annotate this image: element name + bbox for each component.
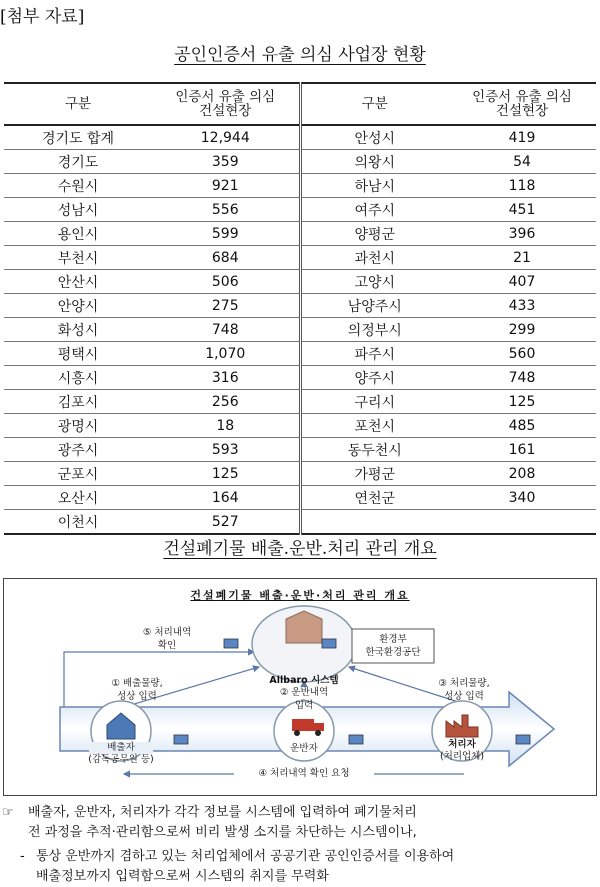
monitor-icon <box>516 735 530 744</box>
table-title: 공인인증서 유출 의심 사업장 현황 <box>174 45 426 65</box>
right-region-cell: 가평군 <box>300 462 448 486</box>
leak-suspect-table <box>4 82 596 535</box>
left-count-cell: 125 <box>152 462 300 486</box>
table-row <box>4 510 596 535</box>
step1-line1: ① 배출물량, <box>111 678 163 689</box>
table-row <box>4 438 596 462</box>
left-count-cell: 684 <box>152 246 300 270</box>
left-count-cell: 12,944 <box>152 125 300 150</box>
right-count-cell: 485 <box>448 414 596 438</box>
right-count-cell: 419 <box>448 125 596 150</box>
left-count-cell: 275 <box>152 294 300 318</box>
step1-line2: 성상 입력 <box>117 691 157 702</box>
left-region-cell: 경기도 합계 <box>4 125 152 150</box>
left-region-cell: 안양시 <box>4 294 152 318</box>
left-region-cell: 안산시 <box>4 270 152 294</box>
table-row <box>4 198 596 222</box>
table-header-row <box>4 83 596 125</box>
left-count-cell: 1,070 <box>152 342 300 366</box>
right-count-cell: 340 <box>448 486 596 510</box>
right-region-cell: 연천군 <box>300 486 448 510</box>
note-line3: 통상 운반까지 겸하고 있는 처리업체에서 공공기관 공인인증서를 이용하여 <box>36 849 455 864</box>
diagram-title: 건설폐기물 배출·운반·처리 관리 개요 <box>190 589 410 602</box>
processor-line2: (처리업체) <box>439 751 485 762</box>
left-region-cell: 김포시 <box>4 390 152 414</box>
right-region-cell: 안성시 <box>300 125 448 150</box>
left-region-cell: 시흥시 <box>4 366 152 390</box>
discharger-line2: (감독공무원 등) <box>88 754 154 765</box>
right-count-cell: 54 <box>448 150 596 174</box>
left-region-cell: 용인시 <box>4 222 152 246</box>
table-row <box>4 366 596 390</box>
monitor-icon <box>224 639 238 648</box>
right-count-cell: 407 <box>448 270 596 294</box>
step5-line2: 확인 <box>157 640 177 651</box>
truck-icon <box>292 719 314 731</box>
right-region-cell: 포천시 <box>300 414 448 438</box>
table-row <box>4 414 596 438</box>
left-count-cell: 506 <box>152 270 300 294</box>
diagram-panel <box>3 578 597 796</box>
right-region-cell: 의왕시 <box>300 150 448 174</box>
left-count-cell: 164 <box>152 486 300 510</box>
left-region-cell: 성남시 <box>4 198 152 222</box>
header-line1: 인증서 유출 의심 <box>175 89 276 105</box>
left-count-cell: 921 <box>152 174 300 198</box>
left-region-cell: 광명시 <box>4 414 152 438</box>
monitor-icon <box>349 735 363 744</box>
left-region-cell: 광주시 <box>4 438 152 462</box>
left-count-cell: 599 <box>152 222 300 246</box>
right-count-cell: 396 <box>448 222 596 246</box>
right-count-cell: 161 <box>448 438 596 462</box>
right-count-cell: 299 <box>448 318 596 342</box>
processor-line1: 처리자 <box>448 739 476 750</box>
right-region-cell: 구리시 <box>300 390 448 414</box>
right-region-cell: 양주시 <box>300 366 448 390</box>
attachment-label: [첨부 자료] <box>0 7 85 27</box>
left-region-cell: 이천시 <box>4 510 152 535</box>
header-line2: 건설현장 <box>199 103 252 119</box>
step2-line1: ② 운반내역 <box>259 687 349 699</box>
left-count-cell: 18 <box>152 414 300 438</box>
table-row <box>4 390 596 414</box>
step3-line2: 성상 입력 <box>444 691 484 702</box>
right-count-cell: 21 <box>448 246 596 270</box>
note-bullet: ☞ <box>2 805 14 820</box>
note-line1: 배출자, 운반자, 처리자가 각각 정보를 시스템에 입력하여 폐기물처리 <box>28 805 417 820</box>
table-row <box>4 462 596 486</box>
right-region-cell: 남양주시 <box>300 294 448 318</box>
left-region-cell: 군포시 <box>4 462 152 486</box>
right-region-cell: 하남시 <box>300 174 448 198</box>
allbaro-label: Allbaro 시스템 <box>269 675 339 686</box>
table-row <box>4 270 596 294</box>
table-row <box>4 486 596 510</box>
right-count-cell: 451 <box>448 198 596 222</box>
header-line2: 건설현장 <box>495 103 549 119</box>
note-dash: - <box>20 849 25 864</box>
left-region-cell: 평택시 <box>4 342 152 366</box>
left-region-cell: 화성시 <box>4 318 152 342</box>
left-count-cell: 527 <box>152 510 300 535</box>
table-row <box>4 150 596 174</box>
right-region-cell: 의정부시 <box>300 318 448 342</box>
diagram-section-title: 건설폐기물 배출.운반.처리 관리 개요 <box>163 539 437 559</box>
col-header-region-right: 구분 <box>300 83 448 125</box>
discharger-line1: 배출자 <box>89 742 153 754</box>
agency-line2: 한국환경공단 <box>365 647 421 658</box>
right-count-cell <box>448 510 596 535</box>
col-header-region-left: 구분 <box>4 83 152 125</box>
monitor-icon <box>174 735 188 744</box>
header-line1: 인증서 유출 의심 <box>472 89 572 105</box>
right-count-cell: 748 <box>448 366 596 390</box>
right-region-cell: 과천시 <box>300 246 448 270</box>
left-region-cell: 경기도 <box>4 150 152 174</box>
left-count-cell: 593 <box>152 438 300 462</box>
right-region-cell: 양평군 <box>300 222 448 246</box>
table-row <box>4 174 596 198</box>
right-region-cell: 고양시 <box>300 270 448 294</box>
step5-line1: ⑤ 처리내역 <box>142 627 192 638</box>
left-count-cell: 316 <box>152 366 300 390</box>
right-count-cell: 118 <box>448 174 596 198</box>
table-row <box>4 342 596 366</box>
table-row <box>4 318 596 342</box>
left-region-cell: 부천시 <box>4 246 152 270</box>
note-line2: 전 과정을 추적·관리함으로써 비리 발생 소지를 차단하는 시스템이나, <box>28 825 417 840</box>
right-count-cell: 433 <box>448 294 596 318</box>
right-region-cell: 파주시 <box>300 342 448 366</box>
step4-label: ④ 처리내역 확인 요청 <box>234 768 374 780</box>
left-count-cell: 556 <box>152 198 300 222</box>
table-row <box>4 222 596 246</box>
left-region-cell: 오산시 <box>4 486 152 510</box>
table-row <box>4 246 596 270</box>
left-count-cell: 359 <box>152 150 300 174</box>
step3-line1: ③ 처리물량, <box>438 678 490 689</box>
monitor-icon <box>322 639 336 648</box>
right-count-cell: 208 <box>448 462 596 486</box>
transporter-label: 운반자 <box>290 743 318 754</box>
table-row <box>4 125 596 150</box>
right-count-cell: 560 <box>448 342 596 366</box>
left-region-cell: 수원시 <box>4 174 152 198</box>
right-region-cell: 동두천시 <box>300 438 448 462</box>
note-line4: 배출정보까지 입력함으로써 시스템의 취지를 무력화 <box>36 869 329 884</box>
col-header-count-left <box>152 83 300 125</box>
right-region-cell <box>300 510 448 535</box>
left-count-cell: 748 <box>152 318 300 342</box>
table-row <box>4 294 596 318</box>
right-region-cell: 여주시 <box>300 198 448 222</box>
agency-line1: 환경부 <box>379 634 407 645</box>
step2-line2: 입력 <box>294 700 314 711</box>
left-count-cell: 256 <box>152 390 300 414</box>
right-count-cell: 125 <box>448 390 596 414</box>
col-header-count-right <box>448 83 596 125</box>
